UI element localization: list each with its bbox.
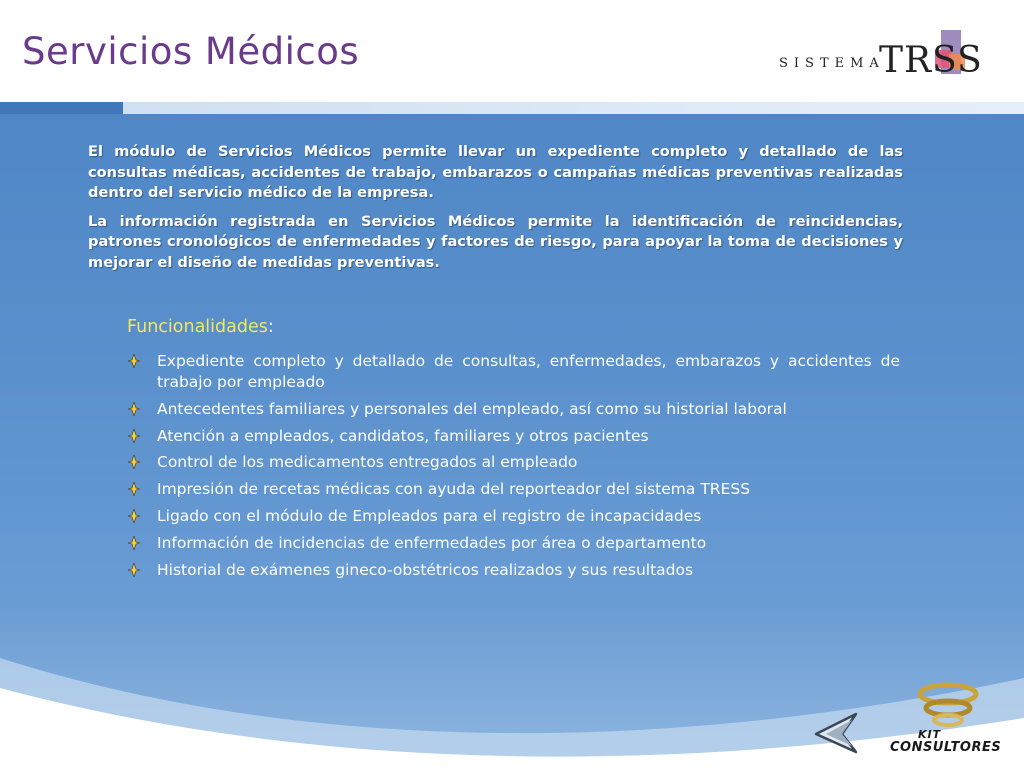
star-bullet-icon [128, 509, 140, 523]
features-list [128, 351, 900, 586]
intro-text [88, 142, 903, 281]
intro-paragraph-1: El módulo de Servicios Médicos permite llevar un expediente completo y detallado de las consultas médicas, accidentes de trabajo, embarazos o campañas médicas preventivas realizadas dentro del servicio médico de la empresa. [88, 143, 903, 201]
kit-consultores-logo [888, 680, 1018, 764]
star-bullet-icon [128, 482, 140, 496]
header-divider-strip [0, 102, 1024, 114]
feature-text: Historial de exámenes gineco-obstétricos realizados y sus resultados [157, 560, 694, 579]
kit-label: KIT [918, 728, 942, 741]
list-item [128, 452, 900, 473]
sistema-tress-logo [775, 24, 1015, 90]
slide-header [0, 0, 1024, 104]
list-item [128, 533, 900, 554]
feature-text: Impresión de recetas médicas con ayuda del reporteador del sistema TRESS [157, 480, 751, 499]
features-heading-colon: : [267, 317, 274, 337]
back-arrow-icon[interactable] [812, 710, 862, 756]
star-bullet-icon [128, 354, 140, 368]
star-bullet-icon [128, 429, 140, 443]
kit-spiral-logo-icon [916, 680, 980, 730]
intro-paragraph-2: La información registrada en Servicios Médicos permite la identificación de reincidencias, patrones cronológicos de enfermedades y factores de riesgo, para apoyar la toma de decisiones y mejorar el diseño de medidas preventivas. [88, 212, 903, 271]
star-bullet-icon [128, 402, 140, 416]
feature-text: Antecedentes familiares y personales del empleado, así como su historial laboral [157, 399, 787, 418]
logo-tress-text: TRSS [879, 40, 983, 81]
list-item [128, 479, 900, 500]
page-title: Servicios Médicos [22, 30, 360, 73]
logo-sistema-text: SISTEMA [779, 56, 885, 71]
feature-text: Ligado con el módulo de Empleados para el registro de incapacidades [157, 506, 702, 525]
features-heading-label: Funcionalidades [127, 317, 268, 337]
list-item [128, 506, 900, 527]
star-bullet-icon [128, 536, 140, 550]
consultores-label: CONSULTORES [890, 740, 1002, 755]
feature-text: Expediente completo y detallado de consultas, enfermedades, embarazos y accidentes de trabajo por empleado [157, 352, 900, 391]
list-item [128, 426, 900, 447]
list-item [128, 399, 900, 420]
star-bullet-icon [128, 455, 140, 469]
list-item [128, 560, 900, 581]
list-item [128, 351, 900, 393]
features-heading [127, 317, 274, 337]
feature-text: Atención a empleados, candidatos, familiares y otros pacientes [157, 426, 649, 445]
bottom-wave-decoration [0, 618, 1024, 768]
feature-text: Información de incidencias de enfermedades por área o departamento [157, 533, 707, 552]
feature-text: Control de los medicamentos entregados al empleado [157, 453, 578, 472]
star-bullet-icon [128, 563, 140, 577]
